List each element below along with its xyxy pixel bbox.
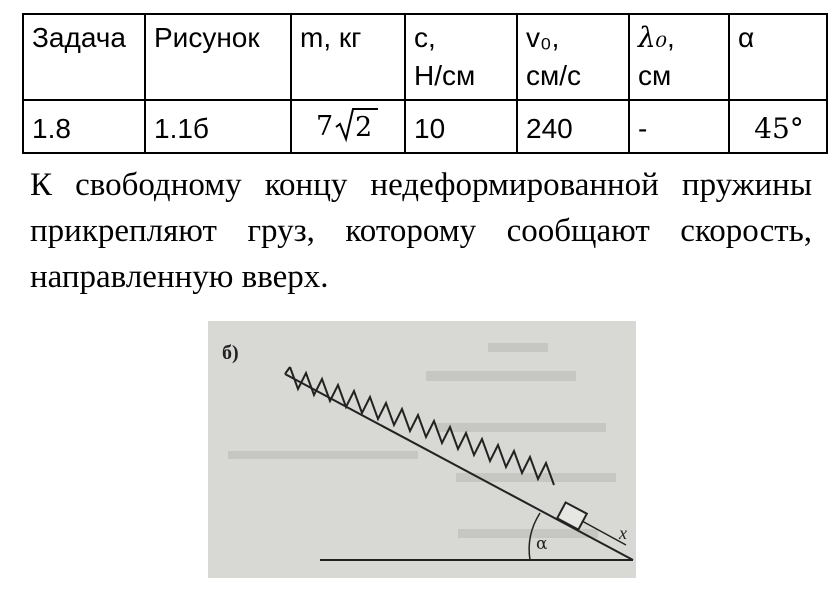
cell-figure: 1.1б [145, 100, 291, 153]
cell-angle: 45° [729, 100, 827, 153]
angle-label: α [536, 534, 548, 554]
mass-coefficient: 7 [316, 111, 334, 142]
cell-task: 1.8 [23, 100, 145, 153]
mass-sqrt-expression [314, 105, 384, 143]
header-stiffness: c, Н/см [405, 14, 517, 100]
header-figure: Рисунок [145, 14, 291, 100]
header-initial-velocity: v₀, см/с [517, 14, 629, 100]
spring-on-incline-diagram [208, 321, 636, 578]
problem-statement: К свободному концу недеформированной пружины прикрепляют груз, которому сообщают скорость, направленную вверх. [30, 167, 812, 295]
figure-photo [208, 321, 636, 578]
table-row [23, 100, 827, 153]
panel-label: б) [222, 342, 239, 364]
mass-radicand: 2 [355, 112, 373, 143]
cell-initial-deformation: - [629, 100, 729, 153]
x-axis-label: x [619, 523, 627, 543]
header-angle: α [729, 14, 827, 100]
header-mass: m, кг [291, 14, 405, 100]
task-parameters-table [22, 13, 828, 154]
header-initial-deformation: λ₀, см [629, 14, 729, 100]
header-task: Задача [23, 14, 145, 100]
lambda-symbol: λ₀ [638, 21, 667, 54]
cell-initial-velocity: 240 [517, 100, 629, 153]
cell-mass [291, 100, 405, 153]
cell-stiffness: 10 [405, 100, 517, 153]
table-header-row [23, 14, 827, 100]
